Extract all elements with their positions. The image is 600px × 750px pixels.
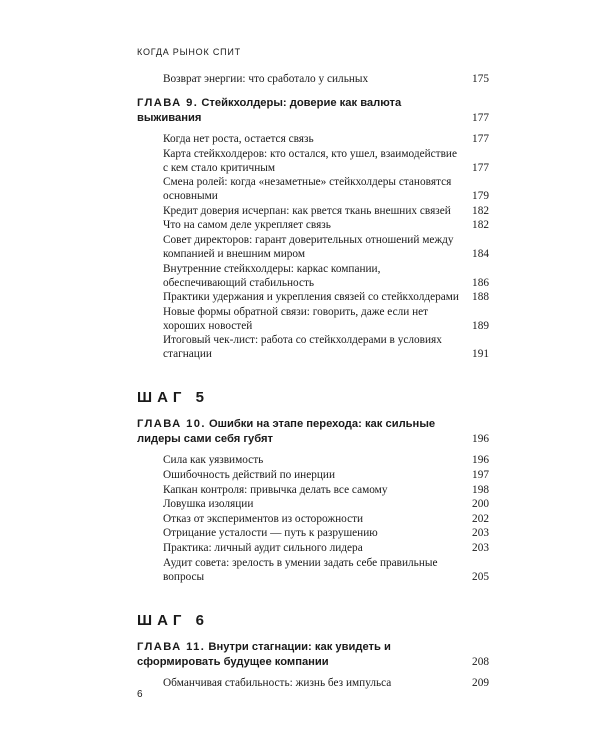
toc-entry: [163, 175, 489, 203]
chapter-label: ГЛАВА 10.: [137, 418, 206, 431]
entry-title: Смена ролей: когда «незаметные» стейкхолдеры становятся основными: [163, 176, 452, 203]
entry-title: Сила как уязвимость: [163, 454, 264, 467]
entry-page: 188: [472, 291, 489, 304]
step-heading: ШАГ 5: [137, 389, 209, 407]
entry-title: Практики удержания и укрепления связей со стейкхолдерами: [163, 291, 459, 304]
page-number: 6: [137, 689, 143, 700]
entry-page: 182: [472, 219, 489, 232]
toc-entry: [163, 262, 489, 290]
toc-entry: [163, 483, 489, 497]
entry-title: Ошибочность действий по инерции: [163, 468, 336, 481]
toc-chapter: [137, 417, 489, 447]
running-head: КОГДА РЫНОК СПИТ: [137, 47, 241, 57]
entry-title: Обманчивая стабильность: жизнь без импульса: [163, 676, 392, 689]
toc-entry: [163, 233, 489, 261]
entry-page: 205: [472, 570, 489, 583]
entry-page: 209: [472, 676, 489, 689]
chapter-page: 177: [472, 112, 489, 124]
entry-page: 203: [472, 541, 489, 554]
chapter-label: ГЛАВА 11.: [137, 640, 206, 653]
entry-page: 196: [472, 454, 489, 467]
entry-page: 202: [472, 512, 489, 525]
toc-entry: [163, 497, 489, 511]
toc-entry: [163, 72, 489, 86]
entry-page: 175: [472, 73, 489, 85]
toc-entry: [163, 676, 489, 690]
entry-page: 198: [472, 483, 489, 496]
entry-title: Совет директоров: гарант доверительных отношений между компанией и внешним миром: [163, 233, 454, 260]
entry-page: 200: [472, 498, 489, 511]
chapter-heading: [137, 640, 472, 670]
toc-chapter: [137, 640, 489, 670]
entry-page: 182: [472, 204, 489, 217]
entry-page: 197: [472, 468, 489, 481]
chapter-heading: [137, 96, 472, 126]
entry-title: Новые формы обратной связи: говорить, даже если нет хороших новостей: [163, 305, 429, 332]
entry-page: 179: [472, 190, 489, 203]
toc-entry: [163, 512, 489, 526]
chapter-title: Стейкхолдеры: доверие как валюта выживания: [137, 97, 402, 124]
toc-entry: [163, 290, 489, 304]
entry-title: Внутренние стейкхолдеры: каркас компании, обеспечивающий стабильность: [163, 262, 381, 289]
step-heading: ШАГ 6: [137, 611, 209, 629]
toc-entry: [163, 556, 489, 584]
entry-page: 184: [472, 247, 489, 260]
toc-entry: [163, 526, 489, 540]
toc-entry: [163, 541, 489, 555]
entry-title: Аудит совета: зрелость в умении задать себе правильные вопросы: [163, 556, 438, 583]
entry-title: Возврат энергии: что сработало у сильных: [163, 73, 369, 85]
chapter-page: 196: [472, 433, 489, 446]
chapter-title: Ошибки на этапе перехода: как сильные лидеры сами себя губят: [137, 418, 436, 446]
toc-entry: [163, 333, 489, 361]
entry-title: Кредит доверия исчерпан: как рвется ткань внешних связей: [163, 204, 451, 217]
entry-title: Когда нет роста, остается связь: [163, 133, 314, 145]
toc-chapter: [137, 96, 489, 126]
entry-title: Практика: личный аудит сильного лидера: [163, 541, 363, 554]
table-of-contents: [137, 72, 489, 690]
chapter-title: Внутри стагнации: как увидеть и сформировать будущее компании: [137, 640, 391, 668]
toc-entry: [163, 132, 489, 146]
toc-entry: [163, 305, 489, 333]
chapter-label: ГЛАВА 9.: [137, 97, 199, 109]
toc-entry: [163, 147, 489, 175]
entry-page: 177: [472, 161, 489, 174]
entry-title: Капкан контроля: привычка делать все самому: [163, 483, 388, 496]
entry-page: 189: [472, 319, 489, 332]
toc-entry: [163, 218, 489, 232]
entry-title: Отказ от экспериментов из осторожности: [163, 512, 364, 525]
entry-page: 203: [472, 527, 489, 540]
entry-title: Что на самом деле укрепляет связь: [163, 219, 331, 232]
toc-entry: [163, 468, 489, 482]
chapter-page: 208: [472, 655, 489, 668]
chapter-heading: [137, 417, 472, 447]
entry-title: Отрицание усталости — путь к разрушению: [163, 527, 378, 540]
toc-entry: [163, 204, 489, 218]
entry-title: Карта стейкхолдеров: кто остался, кто ушел, взаимодействие с кем стало критичным: [163, 147, 457, 174]
toc-entry: [163, 453, 489, 467]
entry-title: Итоговый чек-лист: работа со стейкхолдерами в условиях стагнации: [163, 334, 442, 361]
entry-title: Ловушка изоляции: [163, 498, 254, 511]
entry-page: 177: [472, 133, 489, 145]
entry-page: 191: [472, 348, 489, 361]
entry-page: 186: [472, 276, 489, 289]
